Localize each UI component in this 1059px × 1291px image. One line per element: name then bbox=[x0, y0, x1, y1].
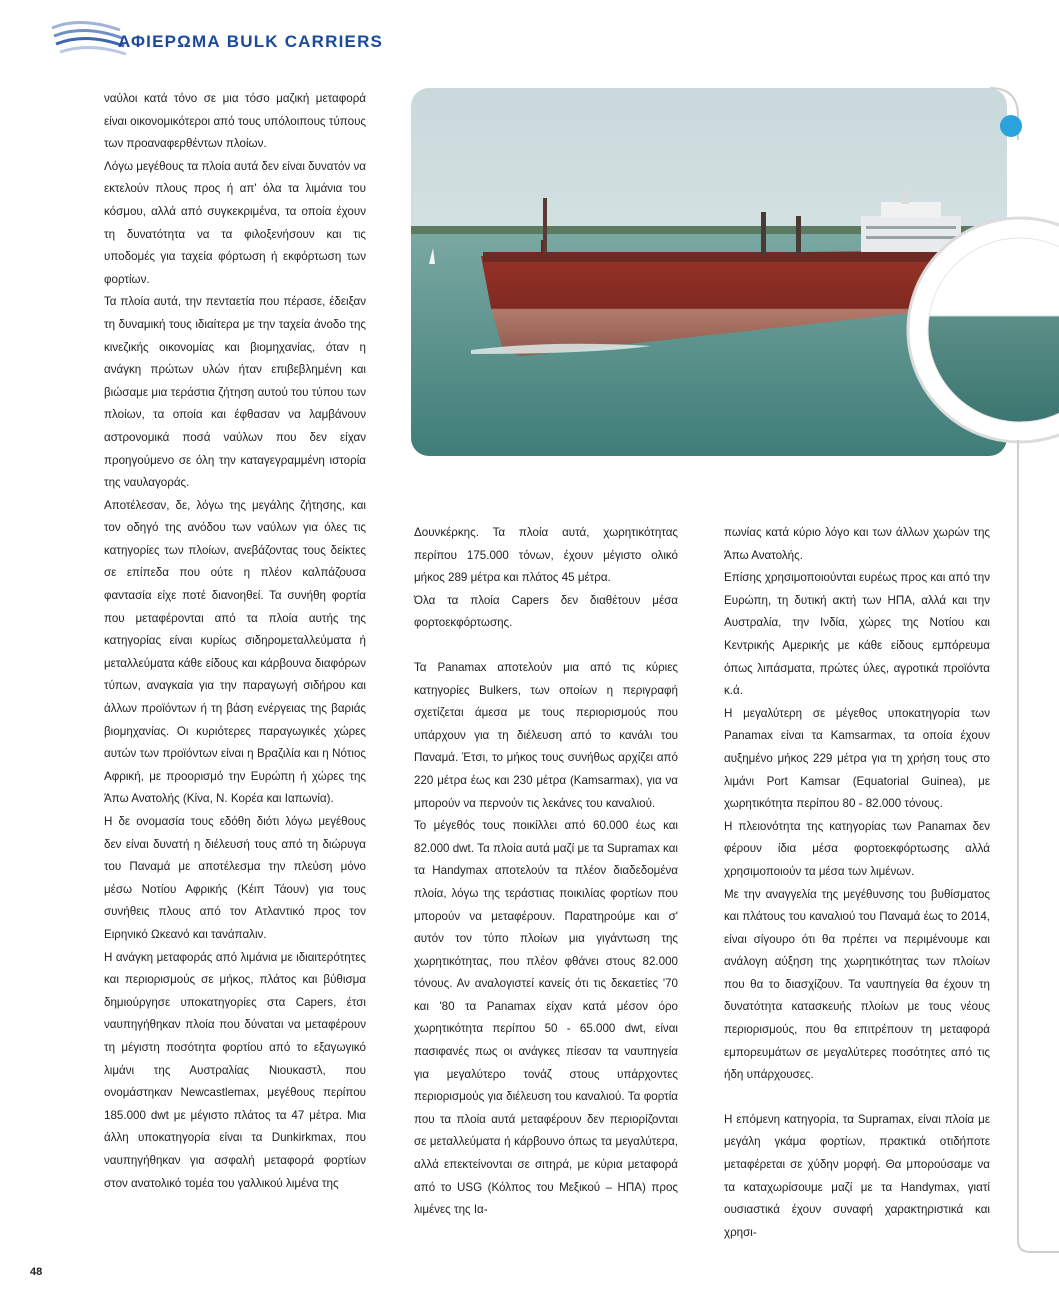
paragraph: ναύλοι κατά τόνο σε μια τόσο μαζική μεταφορά είναι οικονομικότεροι από τους υπόλοιπους τύπους των προαναφερθέντων πλοίων. bbox=[104, 92, 366, 151]
text-column-2 bbox=[414, 522, 678, 1222]
ship-photo bbox=[411, 88, 1007, 456]
paragraph: Με την αναγγελία της μεγέθυνσης του βυθίσματος και πλάτους του καναλιού του Παναμά έως το 2014, είναι σίγουρο ότι θα πρέπει να περιμένουμε και ανάλογη αύξηση της χωρητικότητας των πλοίων που θα το διασχίζουν. Τα ναυπηγεία θα έχουν τη δυνατότητα κατασκευής πλοίων με τους νέους περιορισμούς, που θα επιτρέπουν τη μεταφορά εμπορευμάτων σε μεγαλύτερες ποσότητες από τις ήδη υπάρχουσες. bbox=[724, 887, 990, 1082]
page-header bbox=[50, 10, 450, 70]
paragraph: Τα Panamax αποτελούν μια από τις κύριες κατηγορίες Bulkers, των οποίων η περιγραφή σχετίζεται άμεσα με τους περιορισμούς που υπάρχουν για τη διέλευση από το κανάλι του Παναμά. Έτσι, το μήκος τους συνήθως αρχίζει από 220 μέτρα έως και 230 μέτρα (Kamsarmax), για να μπορούν να περνούν τις λεκάνες του καναλιού. bbox=[414, 660, 678, 810]
paragraph: Όλα τα πλοία Capers δεν διαθέτουν μέσα φορτοεκφόρτωσης. bbox=[414, 593, 678, 630]
paragraph: Τα πλοία αυτά, την πενταετία που πέρασε, έδειξαν τη δυναμική τους ιδιαίτερα με την ταχεία άνοδο της κινεζικής οικονομίας και βιομηχανίας, όταν η ανάγκη πρώτων υλών ήταν επιβεβλημένη και βιώσαμε μια τεράστια ζήτηση αυτού του τύπου των πλοίων, τα οποία και έφθασαν να λαμβάνουν αστρονομικά ποσά ναύλων που δεν είχαν προηγούμενο σε όλη την καταγεγραμμένη ιστορία της ναυλαγοράς. bbox=[104, 295, 366, 490]
paragraph: Επίσης χρησιμοποιούνται ευρέως προς και από την Ευρώπη, τη δυτική ακτή των ΗΠΑ, αλλά και την Αυστραλία, την Ινδία, χώρες της Νοτίου και Κεντρικής Αμερικής με κάθε είδους εμπόρευμα όπως λιπάσματα, πρώτες ύλες, αγροτικά προϊόντα κ.ά. bbox=[724, 571, 990, 698]
paragraph: Το μέγεθός τους ποικίλλει από 60.000 έως και 82.000 dwt. Τα πλοία αυτά μαζί με τα Supramax και τα Handymax αποτελούν τα πλέον διαδεδομένα πλοία, λόγω της τεράστιας ποικιλίας φορτίων που μπορούν να μεταφέρουν. Παρατηρούμε και σ' αυτόν τον τύπο πλοίων μια γιγάντωση της χωρητικότητας, που πλέον φθάνει στους 82.000 τόνους. Αν αναλογιστεί κανείς ότι τις δεκαετίες '70 και '80 τα Panamax είχαν κατά μέσον όρο χωρητικότητα περίπου 50 - 65.000 dwt, είναι πασιφανές πως οι ανάγκες πίεσαν τα ναυπηγεία για μεγαλύτερο τονάζ στους υπάρχοντες περιορισμούς για διέλευση του καναλιού. Τα φορτία που τα πλοία αυτά μεταφέρουν δεν περιορίζονται σε μεταλλεύματα ή κάρβουνο όπως τα μεγαλύτερα, αλλά επεκτείνονται σε σιτηρά, με κύρια μεταφορά από το USG (Κόλπος του Μεξικού – ΗΠΑ) προς λιμένες της Ια- bbox=[414, 819, 678, 1217]
paragraph: Η ανάγκη μεταφοράς από λιμάνια με ιδιαιτερότητες και περιορισμούς σε μήκος, πλάτος και βύθισμα δημιούργησε υποκατηγορίες στα Capers, έτσι ναυπηγήθηκαν πλοία που δύναται να μεταφέρουν τη μέγιστη ποσότητα φορτίου από το εξαγωγικό λιμάνι της Αυστραλίας Νιουκαστλ, που ονομάστηκαν Newcastlemax, μεγέθους περίπου 185.000 dwt με μέγιστο πλάτος τα 47 μέτρα. Μια άλλη υποκατηγορία είναι τα Dunkirkmax, που ναυπηγήθηκαν για ασφαλή μεταφορά φορτίων στον ανατολικό τομέα του γαλλικού λιμένα της bbox=[104, 950, 366, 1190]
paragraph: Η δε ονομασία τους εδόθη διότι λόγω μεγέθους δεν είναι δυνατή η διέλευσή τους από τη διώρυγα του Παναμά με αποτέλεσμα την πλεύση μόνο μέσω Νοτίου Αφρικής (Κέιπ Τάουν) για τους συνήθεις πλους από τον Ατλαντικό προς τον Ειρηνικό Ωκεανό και τανάπαλιν. bbox=[104, 815, 366, 941]
paragraph: Αποτέλεσαν, δε, λόγω της μεγάλης ζήτησης, και τον οδηγό της ανόδου των ναύλων για όλες τις κατηγορίες των πλοίων, ανεβάζοντας τους δείκτες σε επίπεδα που ούτε η πλέον καλπάζουσα φαντασία είχε ποτέ διανοηθεί. Τα συνήθη φορτία που μεταφέρονται από τα πλοία αυτής της κατηγορίας είναι κυρίως σιδηρομεταλλεύματα ή μεταλλεύματα κάθε είδους και κάρβουνα διαφόρων τύπων, αναγκαία για την παραγωγή σιδήρου και άλλων προϊόντων ή τη βάση ενέργειας της βαριάς βιομηχανίας. Οι κυριότερες παραγωγικές χώρες αυτών των προϊόντων είναι η Βραζιλία και η Νότιος Αφρική, με προορισμό την Ευρώπη ή χώρες της Άπω Ανατολής (Κίνα, Ν. Κορέα και Ιαπωνία). bbox=[104, 498, 366, 806]
paragraph: Λόγω μεγέθους τα πλοία αυτά δεν είναι δυνατόν να εκτελούν πλους προς ή απ' όλα τα λιμάνια του κόσμου, αλλά από συγκεκριμένα, τα οποία έχουν τη δυνατότητα να τα φιλοξενήσουν και τις υποδομές για ταχεία φόρτωση ή εκφόρτωση των φορτίων. bbox=[104, 159, 366, 286]
text-column-3 bbox=[724, 522, 990, 1244]
text-column-1 bbox=[104, 88, 366, 1195]
page-number: 48 bbox=[30, 1266, 43, 1278]
paragraph: Η επόμενη κατηγορία, τα Supramax, είναι πλοία με μεγάλη γκάμα φορτίων, πρακτικά οτιδήποτε μεταφέρεται σε χύδην μορφή. Θα μπορούσαμε να τα καταχωρίσουμε μαζί με τα Handymax, γιατί ουσιαστικά έχουν συναφή χαρακτηριστικά και χρησι- bbox=[724, 1112, 990, 1239]
paragraph: Δουνκέρκης. Τα πλοία αυτά, χωρητικότητας περίπου 175.000 τόνων, έχουν μέγιστο ολικό μήκος 289 μέτρα και πλάτος 45 μέτρα. bbox=[414, 526, 678, 585]
paragraph: Η πλειονότητα της κατηγορίας των Panamax δεν φέρουν ίδια μέσα φορτοεκφόρτωσης αλλά χρησιμοποιούν τα μέσα των λιμένων. bbox=[724, 819, 990, 878]
dot-icon bbox=[1000, 115, 1022, 137]
section-title: ΑΦΙΕΡΩΜΑ BULK CARRIERS bbox=[118, 32, 384, 51]
paragraph: πωνίας κατά κύριο λόγο και των άλλων χωρών της Άπω Ανατολής. bbox=[724, 526, 990, 562]
paragraph: Η μεγαλύτερη σε μέγεθος υποκατηγορία των Panamax είναι τα Kamsarmax, τα οποία έχουν αυξημένο μήκος 229 μέτρα για τη χρήση τους στο λιμάνι Port Kamsar (Equatorial Guinea), με χωρητικότητα περίπου 80 - 82.000 τόνους. bbox=[724, 706, 990, 811]
